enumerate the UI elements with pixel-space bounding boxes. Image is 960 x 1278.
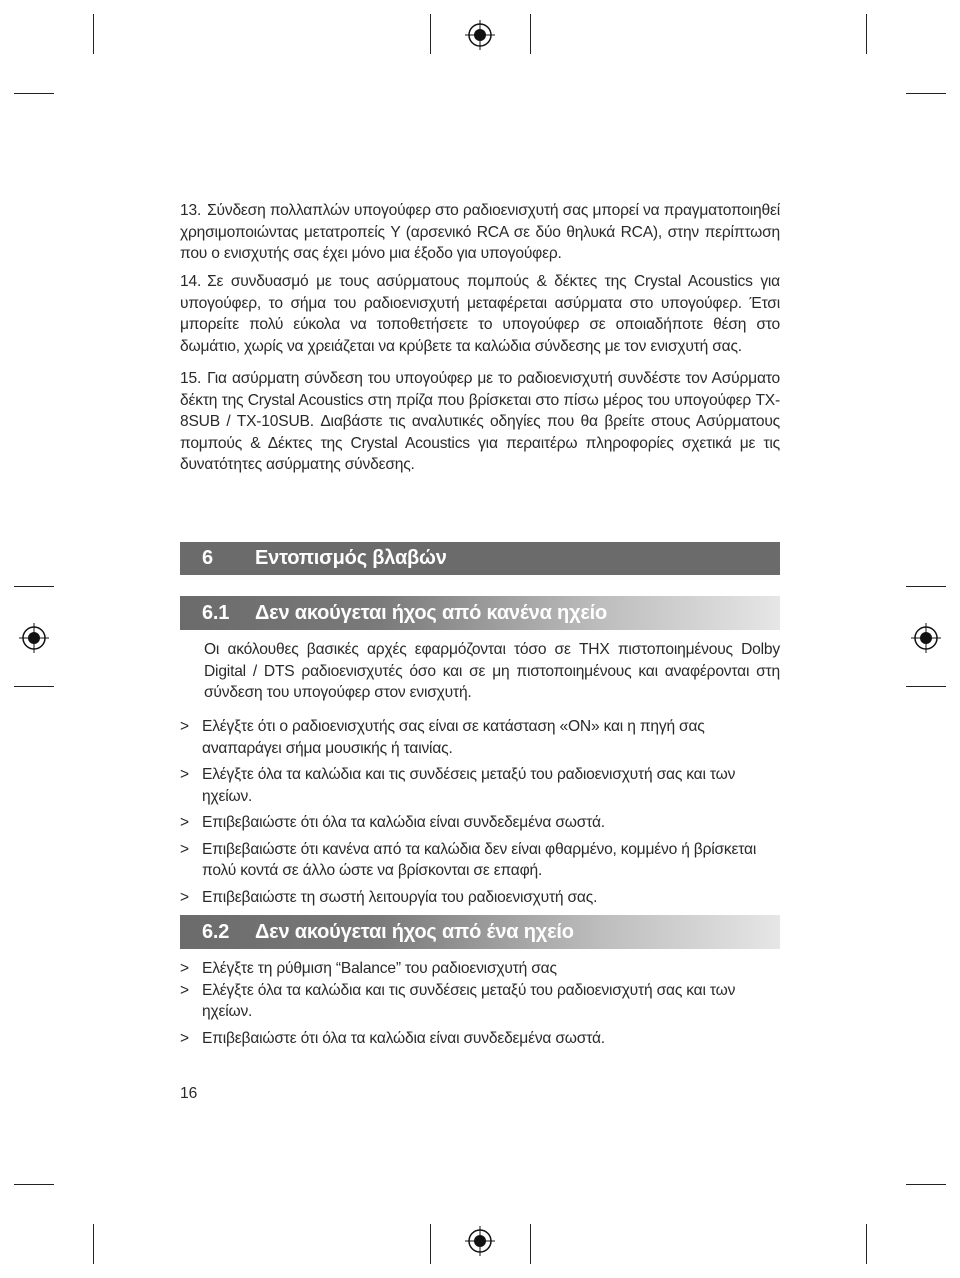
bullet-marker: > <box>180 718 189 735</box>
intro-text: Οι ακόλουθες βασικές αρχές εφαρμόζονται τόσο σε THX πιστοποιημένους Dolby Digital / DTS ραδιοενισχυτές όσο και σε μη πιστοποιημένους και αναφέρονται στη σύνδεση του υπογούφερ στον ενισχυτή. <box>204 641 780 701</box>
crop-mark <box>530 1224 531 1264</box>
list-item-text: Ελέγξτε όλα τα καλώδια και τις συνδέσεις μεταξύ του ραδιοενισχυτή σας και των ηχείων. <box>202 981 736 1020</box>
list-item <box>180 812 780 834</box>
list-item <box>180 764 780 807</box>
bullet-marker: > <box>180 766 189 783</box>
registration-mark-icon <box>465 1226 495 1256</box>
crop-mark <box>906 586 946 587</box>
crop-mark <box>93 14 94 54</box>
bullet-marker: > <box>180 888 189 906</box>
crop-mark <box>430 1224 431 1264</box>
list-item <box>180 1028 780 1050</box>
list-item-text: Επιβεβαιώστε τη σωστή λειτουργία του ραδιοενισχυτή σας. <box>202 888 598 906</box>
crop-mark <box>430 14 431 54</box>
registration-mark-icon <box>911 623 941 653</box>
checklist <box>180 716 780 913</box>
crop-mark <box>93 1224 94 1264</box>
bullet-marker: > <box>180 814 189 831</box>
item-number: 15. <box>180 370 202 387</box>
numbered-item <box>180 368 780 476</box>
bullet-marker: > <box>180 840 189 858</box>
section-number: 6 <box>202 547 213 569</box>
crop-mark <box>14 586 54 587</box>
numbered-item <box>180 200 780 265</box>
item-text: Για ασύρματη σύνδεση του υπογούφερ με το ραδιοενισχυτή συνδέστε τον Ασύρματο δέκτη της Crystal Acoustics στη πρίζα που βρίσκεται στο πίσω μέρος του υπογούφερ TX-8SUB / TX-10SUB. Διαβάστε τις αναλυτικές οδηγίες που θα βρείτε στους Ασύρματους πομπούς & Δέκτες της Crystal Acoustics για περαιτέρω πληροφορίες σχετικά με τις δυνατότητες ασύρματης σύνδεσης. <box>180 370 780 473</box>
item-text: Σε συνδυασμό με τους ασύρματους πομπούς & δέκτες της Crystal Acoustics για υπογούφερ, το σήμα του ραδιοενισχυτή μεταφέρεται ασύρματα στο υπογούφερ. Έτσι μπορείτε πολύ εύκολα να τοποθετήσετε το υπογούφερ σε οποιαδήποτε θέση στο δωμάτιο, χωρίς να χρειάζεται να κρύβετε τα καλώδια σύνδεσης με τον ενισχυτή σας. <box>180 273 780 355</box>
list-item-text: Ελέγξτε όλα τα καλώδια και τις συνδέσεις μεταξύ του ραδιοενισχυτή σας και των ηχείων. <box>202 766 736 805</box>
list-item <box>180 716 780 759</box>
crop-mark <box>14 1184 54 1185</box>
list-item-text: Επιβεβαιώστε ότι όλα τα καλώδια είναι συνδεδεμένα σωστά. <box>202 814 605 831</box>
item-text: Σύνδεση πολλαπλών υπογούφερ στο ραδιοενισχυτή σας μπορεί να πραγματοποιηθεί χρησιμοποιώντας μετατροπείς Y (αρσενικό RCA σε δύο θηλυκά RCA), στην περίπτωση που ο ενισχυτής σας έχει μόνο μια έξοδο για υπογούφερ. <box>180 202 780 262</box>
subsection-number: 6.1 <box>202 602 230 624</box>
crop-mark <box>906 93 946 94</box>
crop-mark <box>14 686 54 687</box>
bullet-marker: > <box>180 1029 189 1047</box>
crop-mark <box>866 1224 867 1264</box>
list-item-text: Επιβεβαιώστε ότι όλα τα καλώδια είναι συνδεδεμένα σωστά. <box>202 1029 605 1047</box>
crop-mark <box>906 686 946 687</box>
intro-paragraph <box>204 639 780 704</box>
numbered-item <box>180 271 780 357</box>
registration-mark-icon <box>19 623 49 653</box>
subsection-number: 6.2 <box>202 921 230 943</box>
subsection-heading <box>180 596 780 630</box>
list-item-text: Ελέγξτε ότι ο ραδιοενισχυτής σας είναι σε κατάσταση «ON» και η πηγή σας αναπαράγει σήμα μουσικής ή ταινίας. <box>202 718 705 757</box>
page-number: 16 <box>180 1085 198 1102</box>
subsection-heading <box>180 915 780 949</box>
registration-mark-icon <box>465 20 495 50</box>
bullet-marker: > <box>180 960 189 977</box>
subsection-title: Δεν ακούγεται ήχος από ένα ηχείο <box>255 921 574 943</box>
list-item-text: Ελέγξτε τη ρύθμιση “Balance” του ραδιοενισχυτή σας <box>202 960 557 977</box>
crop-mark <box>14 93 54 94</box>
subsection-title: Δεν ακούγεται ήχος από κανένα ηχείο <box>255 602 608 624</box>
section-heading <box>180 542 780 575</box>
list-item <box>180 980 780 1023</box>
list-item <box>180 839 780 882</box>
list-item <box>180 887 780 909</box>
bullet-marker: > <box>180 981 189 999</box>
crop-mark <box>906 1184 946 1185</box>
checklist <box>180 958 780 1054</box>
item-number: 13. <box>180 202 202 219</box>
crop-mark <box>866 14 867 54</box>
section-title: Εντοπισμός βλαβών <box>255 547 447 569</box>
list-item <box>180 958 780 980</box>
list-item-text: Επιβεβαιώστε ότι κανένα από τα καλώδια δεν είναι φθαρμένο, κομμένο ή βρίσκεται πολύ κοντά σε άλλο ώστε να βρίσκονται σε επαφή. <box>202 840 757 879</box>
item-number: 14. <box>180 273 202 290</box>
crop-mark <box>530 14 531 54</box>
